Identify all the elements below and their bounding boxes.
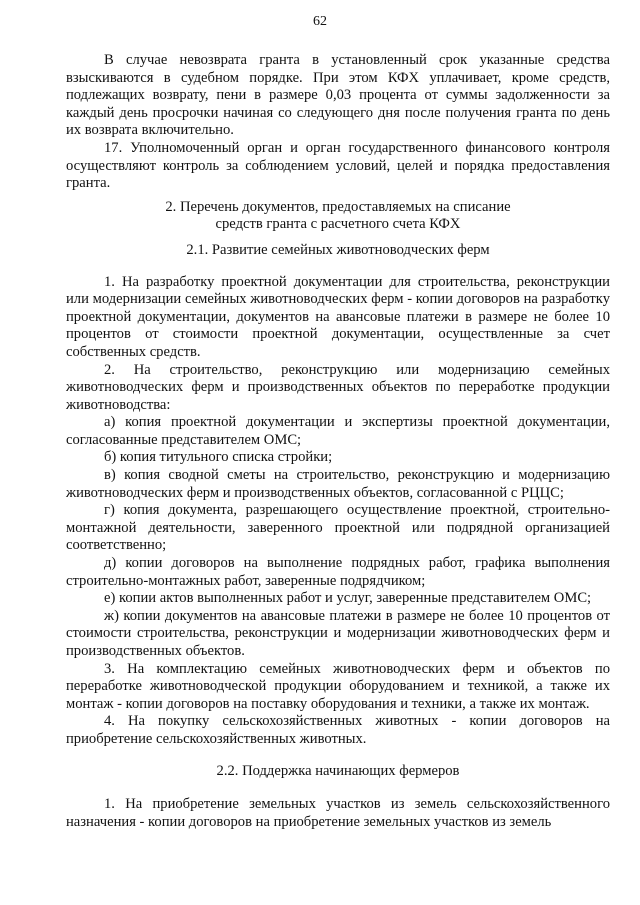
list-item: 2. На строительство, реконструкцию или модернизацию семейных животноводческих ферм и производственных объектов по переработке продукции животноводства:: [66, 361, 610, 413]
paragraph-grant-refund: В случае невозврата гранта в установленный срок указанные средства взыскиваются в судебном порядке. При этом КФХ уплачивает, кроме средств, подлежащих возврату, пени в размере 0,03 процента от суммы задолженности за каждый день просрочки начиная со следующего дня после получения гранта по день их возврата включительно.: [66, 52, 610, 139]
subsection-2-1-title: 2.1. Развитие семейных животноводческих ферм: [186, 241, 490, 258]
section-2-title: [66, 199, 610, 234]
list-item: 3. На комплектацию семейных животноводческих ферм и объектов по переработке животноводческой продукции оборудованием и техникой, а также их монтаж - копии договоров на поставку оборудования и техники, а также их монтаж.: [66, 660, 610, 712]
list-item: 1. На разработку проектной документации для строительства, реконструкции или модернизации семейных животноводческих ферм - копии договоров на разработку проектной документации, документов на авансовые платежи в размере не более 10 процентов от стоимости проектной документации, осуществленные за счет собственных средств.: [66, 273, 610, 360]
list-item: д) копии договоров на выполнение подрядных работ, графика выполнения строительно-монтажных работ, заверенные подрядчиком;: [66, 555, 610, 589]
list-item: 1. На приобретение земельных участков из земель сельскохозяйственного назначения - копии договоров на приобретение земельных участков из земель: [66, 796, 610, 830]
list-item: г) копия документа, разрешающего осуществление проектной, строительно-монтажной деятельности, заверенного проектной или подрядной организацией соответственно;: [66, 502, 610, 554]
section-2-title-line-2: средств гранта с расчетного счета КФХ: [215, 216, 461, 233]
list-item: ж) копии документов на авансовые платежи в размере не более 10 процентов от стоимости строительства, реконструкции и модернизации животноводческих ферм и производственных объектов.: [66, 607, 610, 659]
list-item: е) копии актов выполненных работ и услуг, заверенные представителем ОМС;: [104, 590, 592, 607]
list-item: в) копия сводной сметы на строительство, реконструкцию и модернизацию животноводческих ферм и производственных объектов, согласованной с РЦЦС;: [66, 467, 610, 501]
paragraph-item-17: 17. Уполномоченный орган и орган государственного финансового контроля осуществляют контроль за соблюдением условий, целей и порядка предоставления гранта.: [66, 139, 610, 192]
subsection-2-2-list: [66, 796, 610, 831]
list-item: б) копия титульного списка стройки;: [104, 449, 333, 466]
section-2-title-line-1: 2. Перечень документов, предоставляемых на списание: [165, 198, 511, 215]
list-item: а) копия проектной документации и экспертизы проектной документации, согласованные представителем ОМС;: [66, 414, 610, 448]
subsection-2-1-list: [66, 274, 610, 749]
list-item: 4. На покупку сельскохозяйственных животных - копии договоров на приобретение сельскохозяйственных животных.: [66, 713, 610, 747]
page-number: 62: [313, 14, 327, 29]
subsection-2-2-title: 2.2. Поддержка начинающих фермеров: [216, 762, 460, 779]
